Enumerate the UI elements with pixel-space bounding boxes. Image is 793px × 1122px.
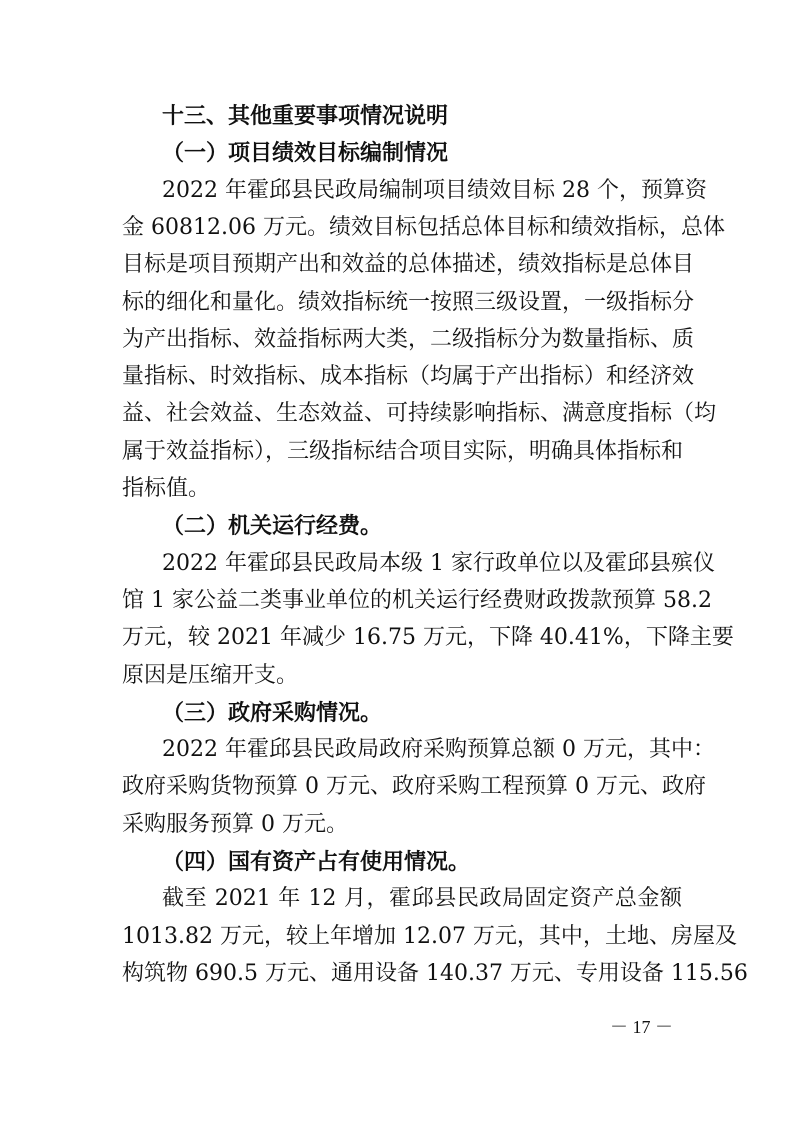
paragraph-line: 2022 年霍邱县民政局政府采购预算总额 0 万元，其中： — [162, 737, 715, 763]
paragraph-line: 量指标、时效指标、成本指标（均属于产出指标）和经济效 — [122, 364, 695, 390]
paragraph-line: 万元，较 2021 年减少 16.75 万元，下降 40.41%，下降主要 — [122, 625, 734, 651]
paragraph-line: 金 60812.06 万元。绩效目标包括总体目标和绩效指标，总体 — [122, 214, 725, 240]
section-heading: （四）国有资产占有使用情况。 — [162, 849, 471, 875]
paragraph-line: 指标值。 — [122, 476, 211, 501]
paragraph-line: 截至 2021 年 12 月，霍邱县民政局固定资产总金额 — [162, 886, 682, 912]
paragraph-line: 原因是压缩开支。 — [122, 662, 299, 688]
paragraph-line: 1013.82 万元，较上年增加 12.07 万元，其中，土地、房屋及 — [122, 923, 737, 949]
paragraph-line: 目标是项目预期产出和效益的总体描述，绩效指标是总体目 — [122, 252, 695, 278]
paragraph-line: 构筑物 690.5 万元、通用设备 140.37 万元、专用设备 115.56 — [122, 960, 748, 986]
paragraph-line: 采购服务预算 0 万元。 — [122, 811, 348, 837]
paragraph-line: 属于效益指标），三级指标结合项目实际，明确具体指标和 — [122, 438, 684, 464]
page-number: － 17 － — [610, 1017, 673, 1037]
section-heading: （二）机关运行经费。 — [162, 513, 383, 540]
section-heading: 十三、其他重要事项情况说明 — [162, 103, 449, 129]
section-heading: （一）项目绩效目标编制情况 — [162, 140, 449, 167]
paragraph-line: 馆 1 家公益二类事业单位的机关运行经费财政拨款预算 58.2 — [122, 587, 712, 613]
paragraph-line: 为产出指标、效益指标两大类，二级指标分为数量指标、质 — [122, 326, 695, 352]
paragraph-line: 政府采购货物预算 0 万元、政府采购工程预算 0 万元、政府 — [122, 774, 706, 800]
paragraph-line: 2022 年霍邱县民政局编制项目绩效目标 28 个，预算资 — [162, 177, 707, 203]
paragraph-line: 益、社会效益、生态效益、可持续影响指标、满意度指标（均 — [122, 401, 717, 427]
section-heading: （三）政府采购情况。 — [162, 699, 383, 726]
paragraph-line: 标的细化和量化。绩效指标统一按照三级设置，一级指标分 — [122, 289, 695, 315]
paragraph-line: 2022 年霍邱县民政局本级 1 家行政单位以及霍邱县殡仪 — [162, 550, 715, 576]
